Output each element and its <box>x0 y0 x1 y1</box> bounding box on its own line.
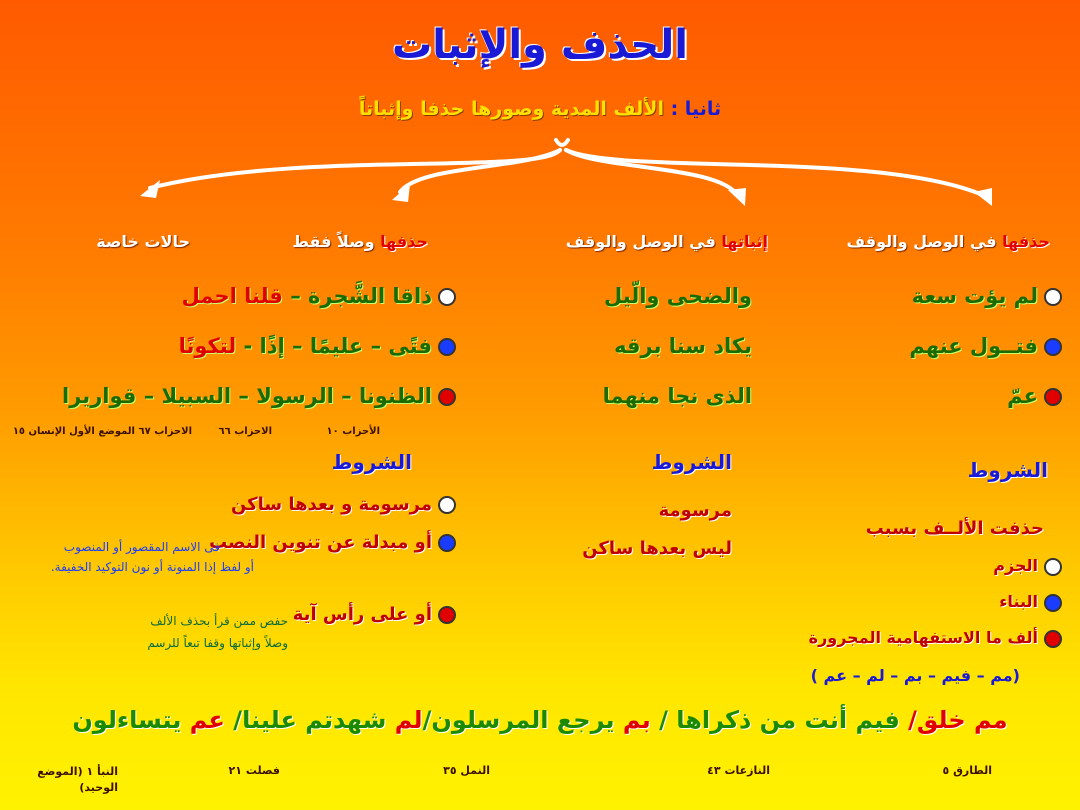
col3-item-2: فتًى – عليمًا – إذًا - لتكونًا <box>179 334 456 358</box>
column-header-1: حذفها في الوصل والوقف <box>846 232 1050 251</box>
bottom-ref-3: النمل ٣٥ <box>443 764 490 777</box>
subtitle-text: الألف المدية وصورها حذفا وإثباتاً <box>358 98 664 120</box>
red-bullet-icon <box>438 388 456 406</box>
col2-condition-1: مرسومة <box>658 500 732 521</box>
col3-condition-1: مرسومة و بعدها ساكن <box>231 494 456 515</box>
page-title: الحذف والإثبات <box>392 22 688 68</box>
sura-ref-4: الموضع الأول الإنسان ١٥ <box>12 426 135 437</box>
col1-condition-1: الجزم <box>993 556 1062 576</box>
col2-item-1: والضحى والّيل <box>604 284 752 308</box>
col1-item-1: لم يؤت سعة <box>912 284 1062 308</box>
bottom-verses: مم خلق/ فيم أنت من ذكراها / بم يرجع المرسلون/لم شهدتم علينا/ عم يتساءلون <box>72 706 1008 734</box>
red-bullet-icon <box>1044 388 1062 406</box>
col1-condition-3: ألف ما الاستفهامية المجرورة <box>809 628 1062 648</box>
col3-condition-3: أو على رأس آية <box>293 604 456 625</box>
col3-item-1: ذاقا الشَّجرة – قلنا احمل <box>182 284 456 308</box>
col3-note-1: فى الاسم المقصور أو المنصوب <box>63 540 220 554</box>
blue-bullet-icon <box>438 338 456 356</box>
red-bullet-icon <box>1044 630 1062 648</box>
column-header-4: حالات خاصة <box>96 232 190 251</box>
col1-item-3: عمّ <box>1007 384 1062 408</box>
col2-condition-2: ليس بعدها ساكن <box>582 538 732 559</box>
blue-bullet-icon <box>438 534 456 552</box>
branch-arrows-diagram <box>0 0 1080 230</box>
arrow-right-far <box>566 150 985 196</box>
col1-condition-2: البناء <box>999 592 1062 612</box>
col1-examples: (مم – فيم – بم – لم – عم ) <box>810 666 1020 685</box>
red-bullet-icon <box>438 606 456 624</box>
arrowhead-3 <box>728 188 746 206</box>
white-bullet-icon <box>1044 288 1062 306</box>
col3-condition-2: أو مبدلة عن تنوين النصب <box>209 532 456 553</box>
white-bullet-icon <box>438 288 456 306</box>
col3-note-3: حفص ممن قرأ بحذف الألف <box>150 614 288 628</box>
sura-ref-1: الأحزاب ١٠ <box>326 426 380 437</box>
sura-ref-3: الاحزاب ٦٧ <box>138 426 192 437</box>
col3-note-2: أو لفظ إذا المنونة أو نون التوكيد الخفيفة. <box>50 560 254 574</box>
col1-item-2: فتــول عنهم <box>909 334 1062 358</box>
col3-item-3: الظنونا – الرسولا – السبيلا – قواريرا <box>62 384 456 408</box>
bottom-ref-4: فصلت ٢١ <box>228 764 280 777</box>
arrowhead-2 <box>392 184 410 202</box>
col3-note-4: وصلاً وإثباتها وقفا تبعاً للرسم <box>147 636 288 650</box>
arrow-left-far <box>150 150 560 188</box>
col1-conditions-header: حذفت الألــف بسبب <box>865 518 1044 539</box>
white-bullet-icon <box>1044 558 1062 576</box>
column-header-2: إثباتها في الوصل والوقف <box>565 232 768 251</box>
col1-conditions-label: الشروط <box>967 458 1048 482</box>
bottom-ref-5: النبأ ١ (الموضع الوحيد) <box>37 765 118 794</box>
column-header-3: حذفها وصلاً فقط <box>292 232 428 251</box>
col2-item-3: الذى نجا منهما <box>602 384 752 408</box>
col2-conditions-label: الشروط <box>651 450 732 474</box>
arrowhead-1 <box>140 180 160 198</box>
subtitle-prefix: ثانيا : <box>670 98 722 120</box>
blue-bullet-icon <box>1044 338 1062 356</box>
bottom-ref-2: النازعات ٤٣ <box>707 764 770 777</box>
arrow-left-near <box>400 150 560 192</box>
arrow-top-stem <box>556 140 568 145</box>
col3-conditions-label: الشروط <box>331 450 412 474</box>
bottom-ref-1: الطارق ٥ <box>942 764 992 777</box>
col2-item-2: يكاد سنا برقه <box>614 334 752 358</box>
sura-ref-2: الاحزاب ٦٦ <box>218 426 272 437</box>
blue-bullet-icon <box>1044 594 1062 612</box>
white-bullet-icon <box>438 496 456 514</box>
